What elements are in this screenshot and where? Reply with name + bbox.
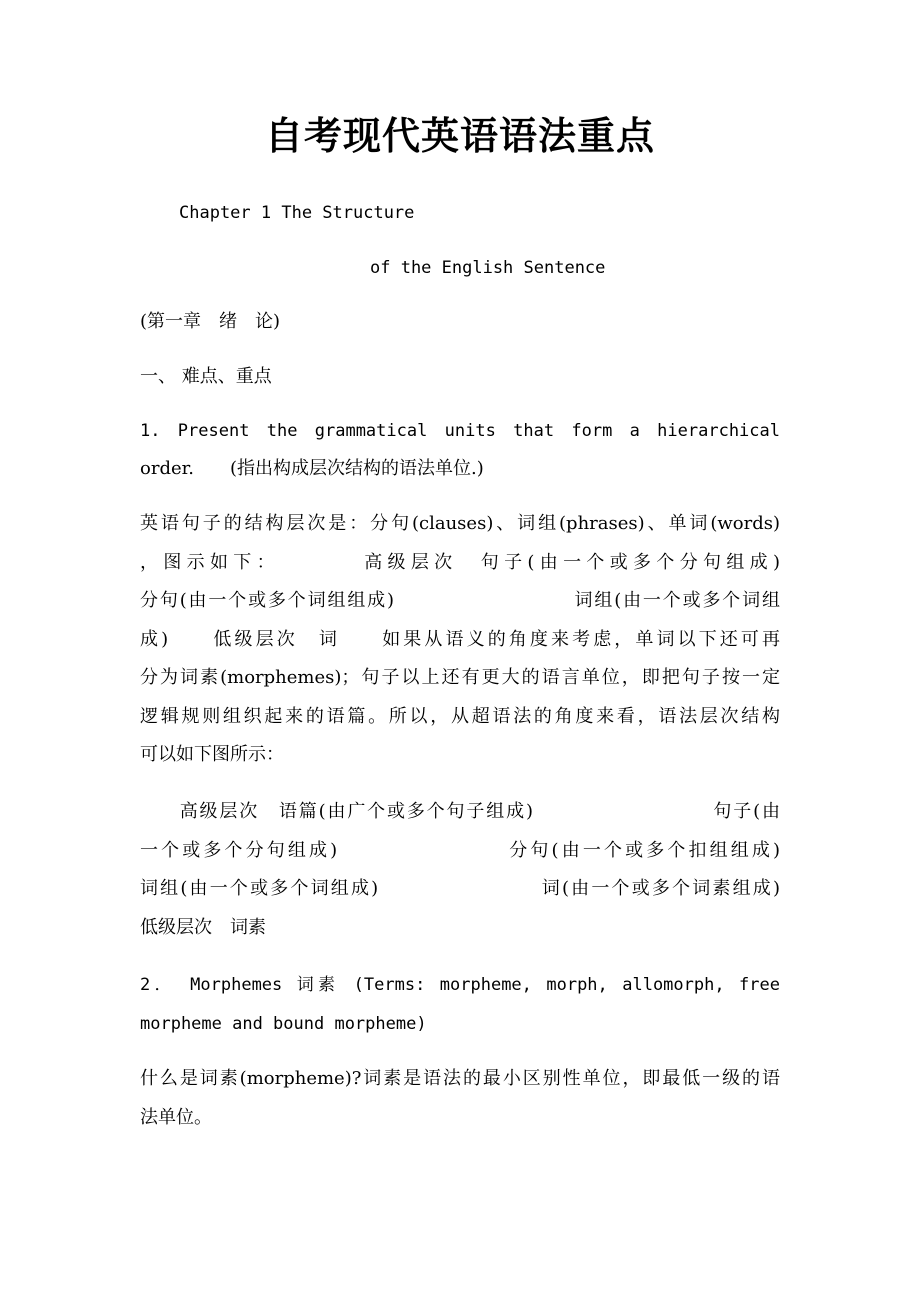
paragraph-hierarchy: [140, 505, 780, 775]
paragraph-line: 逻辑规则组织起来的语篇。所以，从超语法的角度来看，语法层次结构: [140, 705, 780, 727]
paragraph-line: 词组(由一个或多个词组成) 词(由一个或多个词素组成): [140, 878, 780, 899]
chapter-chinese-title: (第一章 绪 论): [140, 311, 281, 332]
item-1-line-2: order. (指出构成层次结构的语法单位.): [140, 458, 484, 479]
section-heading: 一、 难点、重点: [140, 366, 272, 387]
item-1: [140, 412, 780, 488]
paragraph-discourse-hierarchy: [140, 793, 780, 947]
paragraph-line: 分句(由一个或多个词组组成) 词组(由一个或多个词组: [140, 590, 780, 611]
paragraph-line: 低级层次 词素: [140, 916, 266, 938]
chapter-title-line-2: of the English Sentence: [370, 258, 606, 278]
paragraph-line: 一个或多个分句组成) 分句(由一个或多个扣组组成): [140, 839, 780, 861]
paragraph-line: 成) 低级层次 词 如果从语义的角度来考虑，单词以下还可再: [140, 628, 780, 650]
paragraph-line: 高级层次 语篇(由广个或多个句子组成) 句子(由: [140, 801, 780, 822]
document-title: 自考现代英语语法重点: [264, 113, 655, 158]
paragraph-line: 分为词素(morphemes)；句子以上还有更大的语言单位，即把句子按一定: [140, 667, 780, 688]
paragraph-morpheme-definition: [140, 1060, 780, 1137]
item-2-line-1: 2． Morphemes 词素 (Terms: morpheme, morph, allomorph, free: [140, 975, 780, 995]
item-2: [140, 966, 780, 1043]
paragraph-line: 法单位。: [140, 1106, 212, 1128]
paragraph-line: 什么是词素(morpheme)?词素是语法的最小区别性单位，即最低一级的语: [140, 1068, 780, 1089]
item-2-line-2: morpheme and bound morpheme): [140, 1013, 427, 1034]
item-1-line-1: 1. Present the grammatical units that form a hierarchical: [140, 421, 780, 441]
paragraph-line: ，图示如下： 高级层次 句子(由一个或多个分句组成): [140, 551, 780, 573]
paragraph-line: 英语句子的结构层次是：分句(clauses)、词组(phrases)、单词(words): [140, 513, 780, 534]
paragraph-line: 可以如下图所示：: [140, 744, 284, 765]
chapter-title-line-1: Chapter 1 The Structure: [179, 203, 415, 223]
